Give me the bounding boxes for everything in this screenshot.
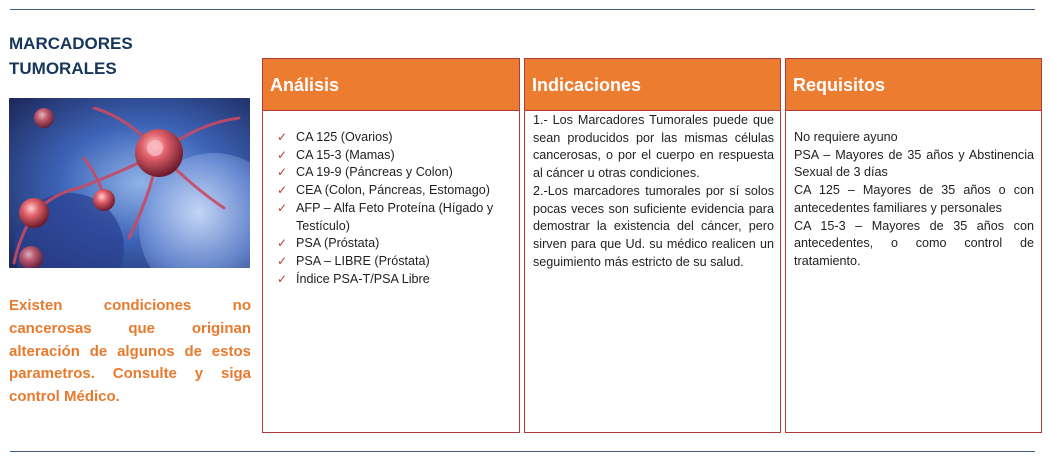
requisito-line: CA 15-3 – Mayores de 35 años con antecedentes, o como control de tratamiento. (794, 218, 1034, 268)
checkmark-icon: ✓ (277, 253, 288, 268)
analisis-heading: Análisis (263, 59, 519, 111)
analisis-column (262, 58, 520, 433)
requisitos-body (786, 111, 1041, 271)
requisito-line: CA 125 – Mayores de 35 años o con antecedentes familiares y personales (794, 183, 1034, 215)
list-item: ✓ CA 125 (Ovarios) (271, 129, 513, 147)
cancer-cell-image (9, 98, 250, 268)
list-item: ✓ CA 15-3 (Mamas) (271, 147, 513, 165)
requisito-line: No requiere ayuno (794, 130, 898, 144)
indicacion-paragraph-2: 2.-Los marcadores tumorales por sí solos pocas veces son suficiente evidencia para demostrar la existencia del cáncer, pero sirven para que Ud. su médico realicen un seguimiento más estricto de su salud. (533, 183, 774, 269)
analisis-list (271, 129, 513, 288)
list-item: ✓ CA 19-9 (Páncreas y Colon) (271, 164, 513, 182)
checkmark-icon: ✓ (277, 271, 288, 286)
checkmark-icon: ✓ (277, 130, 288, 144)
requisitos-heading: Requisitos (786, 59, 1041, 111)
list-item: ✓ Índice PSA-T/PSA Libre (271, 271, 513, 289)
warning-note: Existen condiciones no cancerosas que originan alteración de algunos de estos parametros. Consulte y siga control Médico. (9, 297, 251, 406)
requisitos-column (785, 58, 1042, 433)
list-item: ✓ PSA (Próstata) (271, 235, 513, 253)
list-item: ✓ AFP – Alfa Feto Proteína (Hígado y Testículo) (277, 200, 494, 233)
list-item: ✓ CEA (Colon, Páncreas, Estomago) (271, 182, 513, 200)
requisito-line: PSA – Mayores de 35 años y Abstinencia Sexual de 3 días (794, 147, 1034, 180)
bottom-divider (10, 451, 1035, 452)
indicacion-paragraph-1: 1.- Los Marcadores Tumorales puede que sean producidos por las mismas células cancerosas, o por el cuerpo en respuesta al cáncer u otras condiciones. (533, 113, 774, 181)
checkmark-icon: ✓ (277, 236, 288, 251)
analisis-body (263, 111, 519, 288)
indicaciones-body (525, 111, 780, 271)
top-divider (10, 9, 1035, 10)
checkmark-icon: ✓ (277, 147, 288, 162)
indicaciones-heading: Indicaciones (525, 59, 780, 111)
checkmark-icon: ✓ (277, 200, 288, 215)
page-title: MARCADORES TUMORALES (9, 34, 133, 78)
checkmark-icon: ✓ (277, 165, 288, 180)
checkmark-icon: ✓ (277, 183, 288, 198)
list-item: ✓ PSA – LIBRE (Próstata) (271, 253, 513, 271)
indicaciones-column (524, 58, 781, 433)
